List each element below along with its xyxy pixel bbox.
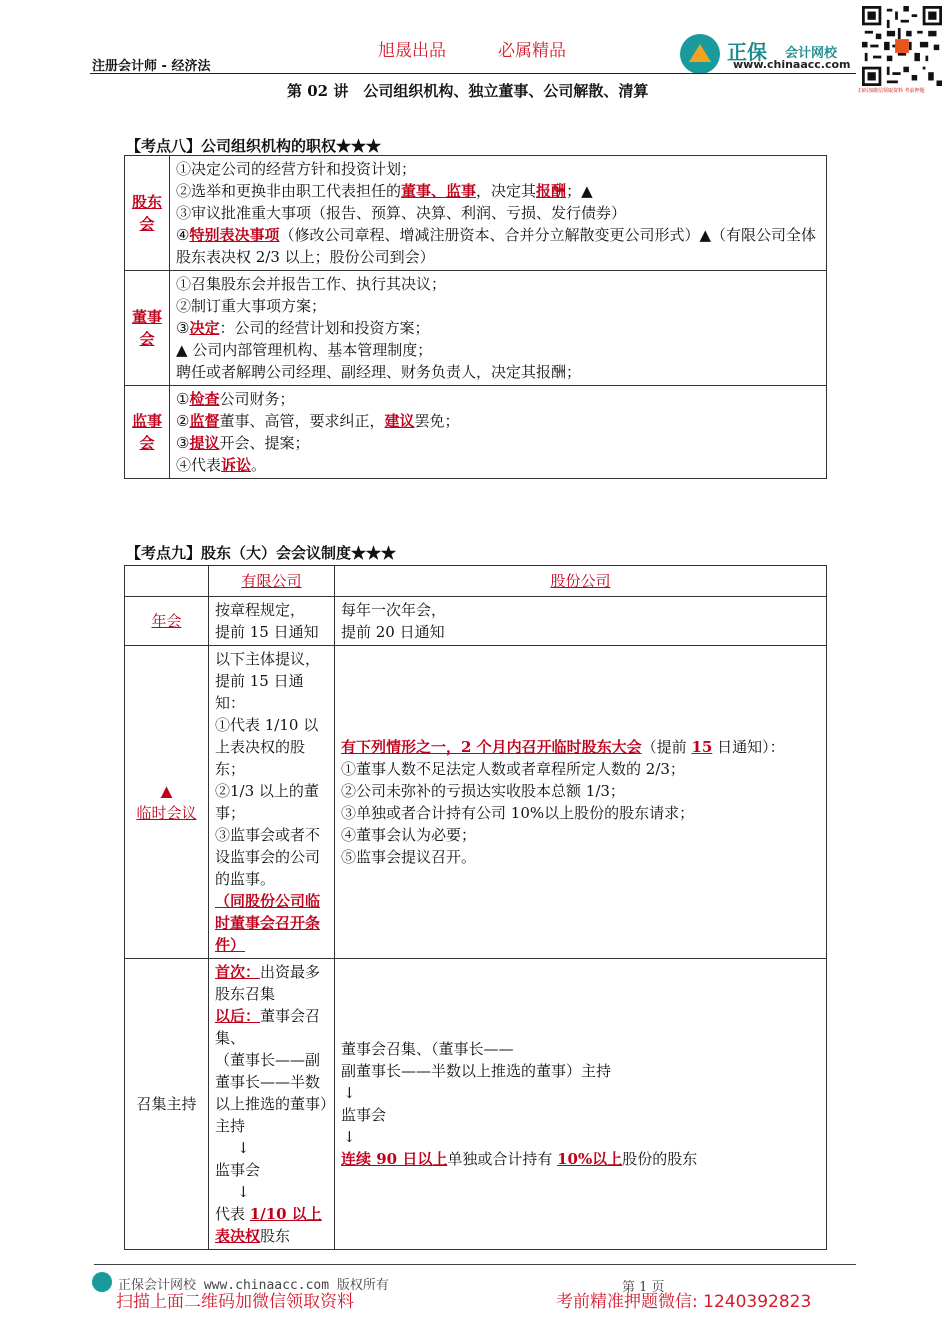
list-item: ②监督董事、高管，要求纠正，建议罢免；: [176, 412, 460, 430]
annual-corp: 每年一次年会， 提前 20 日通知: [335, 597, 827, 646]
down-arrow-icon: ↓: [237, 1139, 250, 1157]
footer-promo-right: 考前精准押题微信: 1240392823: [556, 1292, 812, 1312]
list-item: ④特别表决事项（修改公司章程、增减注册资本、合并分立解散变更公司形式）▲（有限公司全体股东表决权 2/3 以上；股份公司到会）: [176, 226, 817, 266]
list-item: ③决定：公司的经营计划和投资方案；: [176, 319, 430, 337]
footer-logo-icon: [92, 1272, 112, 1292]
logo-url: www.chinaacc.com: [733, 58, 851, 71]
logo-name: 正保: [727, 40, 767, 64]
interim-corp: 有下列情形之一，2 个月内召开临时股东大会（提前 15 日通知）： ①董事人数不足法定人数或者章程所定人数的 2/3； ②公司未弥补的亏损达实收股本总额 1/3； ③单独或者合计持有公司 10%以上股份的股东请求； ④董事会认为必要； ⑤监事会提议召开。: [335, 646, 827, 959]
interim-ltd: 以下主体提议， 提前 15 日通知： ①代表 1/10 以上表决权的股东； ②1/3 以上的董事； ③监事会或者不设监事会的公司的监事。 （同股份公司临时董事会召开条件）: [209, 646, 335, 959]
row-label-interim: ▲ 临时会议: [125, 646, 209, 959]
down-arrow-icon: ↓: [343, 1084, 356, 1102]
page-number: 第 1 页: [622, 1280, 665, 1295]
course-label: 注册会计师 - 经济法: [92, 59, 211, 74]
header-corp: 股份公司: [335, 566, 827, 597]
slogan-2: 必属精品: [498, 41, 566, 61]
logo-icon: [680, 34, 720, 74]
shareholders-powers: [170, 156, 827, 271]
slogan-1: 旭晟出品: [378, 41, 446, 61]
row-label-annual: 年会: [125, 597, 209, 646]
powers-table: [124, 155, 827, 479]
table-row: [125, 597, 827, 646]
footer-divider: [94, 1264, 856, 1265]
table-row: [125, 646, 827, 959]
footer-copyright: 正保会计网校 www.chinaacc.com 版权所有: [118, 1278, 389, 1293]
list-item: ③审议批准重大事项（报告、预算、决算、利润、亏损、发行债券）: [176, 204, 627, 222]
warning-mark-icon: ▲: [160, 782, 173, 800]
annual-ltd: 按章程规定， 提前 15 日通知: [209, 597, 335, 646]
list-item: ▲ 公司内部管理机构、基本管理制度；: [176, 341, 433, 359]
lecture-title: 第 02 讲 公司组织机构、独立董事、公司解散、清算: [287, 82, 649, 100]
board-powers: [170, 271, 827, 386]
list-item: ②制订重大事项方案；: [176, 297, 327, 315]
table-row: [125, 386, 827, 479]
list-item: ③提议开会、提案；: [176, 434, 310, 452]
down-arrow-icon: ↓: [237, 1183, 250, 1201]
header-divider: [90, 73, 856, 74]
row-label-supervisory: 监事会: [125, 386, 170, 479]
convene-ltd: 首次：出资最多股东召集 以后：董事会召集、 （董事长——副董事长——半数以上推选的董事）主持 ↓ 监事会 ↓ 代表 1/10 以上表决权股东: [209, 959, 335, 1250]
down-arrow-icon: ↓: [343, 1128, 356, 1146]
section-9-title: 【考点九】股东（大）会会议制度★★★: [126, 544, 397, 562]
qr-note: 扫码加微信领取资料 考前押题: [858, 88, 925, 94]
table-row: [125, 959, 827, 1250]
list-item: ④代表诉讼。: [176, 456, 267, 474]
row-label-board: 董事会: [125, 271, 170, 386]
supervisory-powers: [170, 386, 827, 479]
list-item: 聘任或者解聘公司经理、副经理、财务负责人，决定其报酬；: [176, 363, 582, 381]
table-header-row: [125, 566, 827, 597]
row-label-shareholders: 股东会: [125, 156, 170, 271]
footer-promo-left: 扫描上面二维码加微信领取资料: [116, 1292, 354, 1312]
logo-subtitle: 会计网校: [785, 46, 838, 61]
convene-corp: 董事会召集、（董事长—— 副董事长——半数以上推选的董事）主持 ↓ 监事会 ↓ 连续 90 日以上单独或合计持有 10%以上股份的股东: [335, 959, 827, 1250]
table-row: [125, 156, 827, 271]
list-item: ①检查公司财务；: [176, 390, 295, 408]
qr-code-icon: [862, 6, 942, 86]
table-row: [125, 271, 827, 386]
corner-cell: [125, 566, 209, 597]
row-label-convene: 召集主持: [125, 959, 209, 1250]
list-item: ①召集股东会并报告工作、执行其决议；: [176, 275, 447, 293]
meeting-table: [124, 565, 827, 1250]
section-8-title: 【考点八】公司组织机构的职权★★★: [126, 137, 382, 155]
list-item: ②选举和更换非由职工代表担任的董事、监事，决定其报酬；▲: [176, 182, 593, 200]
header-ltd: 有限公司: [209, 566, 335, 597]
list-item: ①决定公司的经营方针和投资计划；: [176, 160, 417, 178]
